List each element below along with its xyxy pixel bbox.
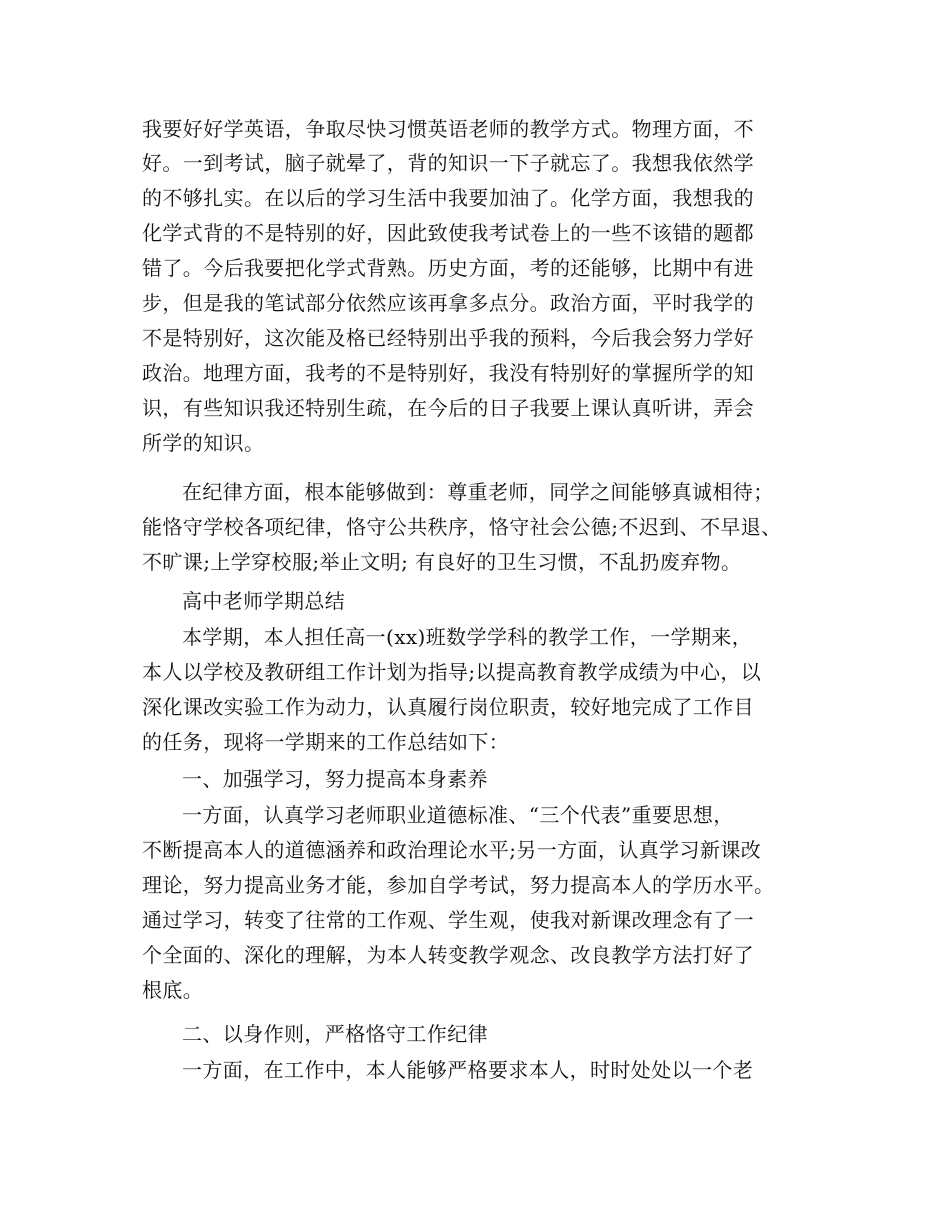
text-line: 好。一到考试，脑子就晕了，背的知识一下子就忘了。我想我依然学: [142, 151, 754, 175]
paragraph-first-line: 一方面，认真学习老师职业道德标准、“三个代表”重要思想，: [182, 803, 734, 827]
section-heading: 一、加强学习，努力提高本身素养: [182, 767, 488, 791]
text-line: 不是特别好，这次能及格已经特别出乎我的预料，今后我会努力学好: [142, 326, 754, 350]
text-line: 的任务，现将一学期来的工作总结如下：: [142, 730, 510, 754]
text-line: 化学式背的不是特别的好，因此致使我考试卷上的一些不该错的题都: [142, 221, 754, 245]
text-line: 个全面的、深化的理解，为本人转变教学观念、改良教学方法打好了: [142, 943, 754, 967]
text-line: 所学的知识。: [142, 431, 265, 455]
text-line: 深化课改实验工作为动力，认真履行岗位职责，较好地完成了工作目: [142, 695, 754, 719]
text-line: 根底。: [142, 978, 204, 1002]
text-line: 政治。地理方面，我考的不是特别好，我没有特别好的掌握所学的知: [142, 361, 754, 385]
paragraph-first-line: 本学期，本人担任高一(xx)班数学学科的教学工作，一学期来，: [182, 625, 753, 649]
paragraph-first-line: 在纪律方面，根本能够做到：尊重老师，同学之间能够真诚相待；: [182, 480, 774, 504]
text-line: 步，但是我的笔试部分依然应该再拿多点分。政治方面，平时我学的: [142, 291, 754, 315]
text-line: 通过学习，转变了往常的工作观、学生观，使我对新课改理念有了一: [142, 908, 754, 932]
text-line: 错了。今后我要把化学式背熟。历史方面，考的还能够，比期中有进: [142, 256, 754, 280]
text-line: 本人以学校及教研组工作计划为指导;以提高教育教学成绩为中心，以: [142, 660, 762, 684]
section-title: 高中老师学期总结: [182, 589, 346, 613]
text-line: 理论，努力提高业务才能，参加自学考试，努力提高本人的学历水平。: [142, 873, 775, 897]
text-line: 的不够扎实。在以后的学习生活中我要加油了。化学方面，我想我的: [142, 186, 754, 210]
text-line: 能恪守学校各项纪律，恪守公共秩序，恪守社会公德;不迟到、不早退、: [142, 515, 782, 539]
text-line: 不旷课;上学穿校服;举止文明; 有良好的卫生习惯，不乱扔废弃物。: [142, 550, 742, 574]
text-line: 我要好好学英语，争取尽快习惯英语老师的教学方式。物理方面，不: [142, 117, 754, 141]
text-line: 识，有些知识我还特别生疏，在今后的日子我要上课认真听讲，弄会: [142, 396, 754, 420]
section-heading: 二、以身作则，严格恪守工作纪律: [182, 1022, 488, 1046]
text-line: 不断提高本人的道德涵养和政治理论水平;另一方面，认真学习新课改: [142, 838, 762, 862]
paragraph-first-line: 一方面，在工作中，本人能够严格要求本人，时时处处以一个老: [182, 1058, 754, 1082]
